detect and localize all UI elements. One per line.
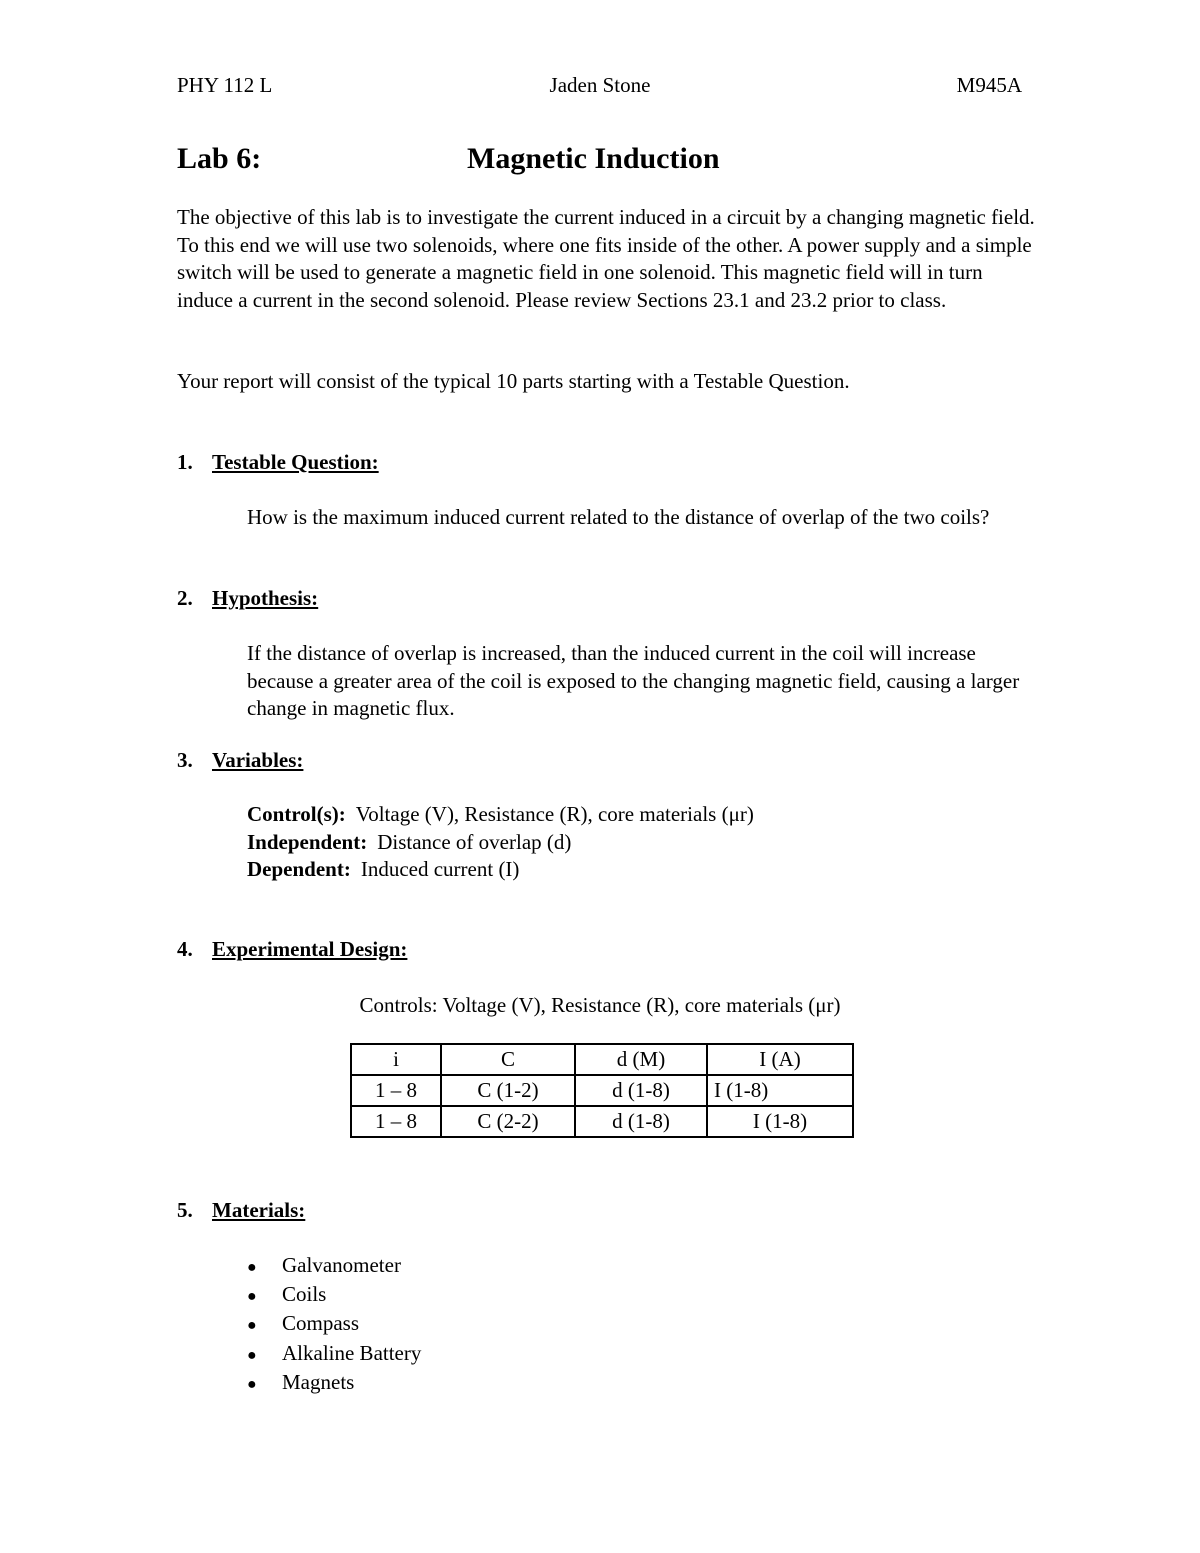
section-title: Hypothesis: [212, 586, 319, 610]
table-cell: C (1-2) [441, 1075, 575, 1106]
section-heading-hypothesis [177, 586, 318, 611]
design-table [350, 1043, 854, 1138]
variable-dependent-value: Induced current (I) [360, 857, 520, 881]
bullet-icon: ● [247, 1346, 257, 1364]
bullet-icon: ● [247, 1259, 257, 1276]
section-heading-materials [177, 1198, 305, 1223]
table-cell: I (1-8) [707, 1106, 853, 1137]
section-heading-testable-question [177, 450, 379, 475]
table-cell: 1 – 8 [351, 1075, 441, 1106]
design-controls-line: Controls: Voltage (V), Resistance (R), core materials (μr) [359, 993, 841, 1017]
variable-control-label: Control(s): [247, 802, 346, 826]
table-row [351, 1075, 853, 1106]
variable-dependent-row [247, 857, 519, 882]
table-header-cell: d (M) [575, 1044, 707, 1075]
section-title: Testable Question: [212, 450, 379, 474]
section-title: Experimental Design: [212, 937, 408, 961]
lab-number: Lab 6: [177, 142, 262, 175]
section-title: Variables: [212, 748, 304, 772]
bullet-icon: ● [247, 1375, 257, 1393]
section-heading-experimental-design [177, 937, 407, 962]
variable-independent-row [247, 830, 571, 855]
list-item [247, 1339, 421, 1368]
intro-report-paragraph: Your report will consist of the typical 10 parts starting with a Testable Question. [177, 369, 850, 393]
material-label: Alkaline Battery [282, 1340, 422, 1365]
section-number: 3. [177, 748, 193, 772]
section-number: 1. [177, 450, 193, 474]
variable-independent-label: Independent: [247, 830, 368, 854]
table-cell: I (1-8) [707, 1075, 853, 1106]
variable-independent-value: Distance of overlap (d) [377, 830, 572, 854]
bullet-icon: ● [247, 1288, 257, 1306]
table-cell: C (2-2) [441, 1106, 575, 1137]
section-number: 2. [177, 586, 193, 610]
table-header-cell: i [351, 1044, 441, 1075]
variable-control-value: Voltage (V), Resistance (R), core materials (μr) [355, 802, 754, 826]
intro-objective-paragraph: The objective of this lab is to investigate the current induced in a circuit by a changing magnetic field. To this end we will use two solenoids, where one fits inside of the other. A power supply and a simple switch will be used to generate a magnetic field in one solenoid. This magnetic field will in turn induce a current in the second solenoid. Please review Sections 23.1 and 23.2 prior to class. [177, 205, 1035, 312]
table-header-cell: C [441, 1044, 575, 1075]
list-item [247, 1368, 421, 1397]
material-label: Magnets [282, 1369, 355, 1394]
list-item [247, 1280, 421, 1309]
variable-control-row [247, 802, 754, 827]
testable-question-text: How is the maximum induced current related to the distance of overlap of the two coils? [247, 505, 990, 529]
table-row [351, 1106, 853, 1137]
variable-dependent-label: Dependent: [247, 857, 351, 881]
header-section-code: M945A [956, 73, 1022, 97]
section-heading-variables [177, 748, 303, 773]
section-number: 5. [177, 1198, 193, 1222]
table-header-cell: I (A) [707, 1044, 853, 1075]
lab-title: Magnetic Induction [467, 142, 720, 175]
material-label: Coils [282, 1282, 327, 1307]
section-number: 4. [177, 937, 193, 961]
header-course: PHY 112 L [177, 73, 273, 97]
materials-list [247, 1251, 421, 1397]
list-item [247, 1251, 421, 1280]
bullet-icon: ● [247, 1317, 257, 1335]
material-label: Galvanometer [282, 1253, 401, 1277]
list-item [247, 1309, 421, 1338]
table-cell: 1 – 8 [351, 1106, 441, 1137]
section-title: Materials: [212, 1198, 306, 1222]
table-cell: d (1-8) [575, 1106, 707, 1137]
hypothesis-text: If the distance of overlap is increased, than the induced current in the coil will increase because a greater area of the coil is exposed to the changing magnetic field, causing a larger change in magnetic flux. [247, 641, 1020, 720]
material-label: Compass [282, 1311, 360, 1336]
table-header-row [351, 1044, 853, 1075]
table-cell: d (1-8) [575, 1075, 707, 1106]
header-author: Jaden Stone [549, 73, 651, 97]
